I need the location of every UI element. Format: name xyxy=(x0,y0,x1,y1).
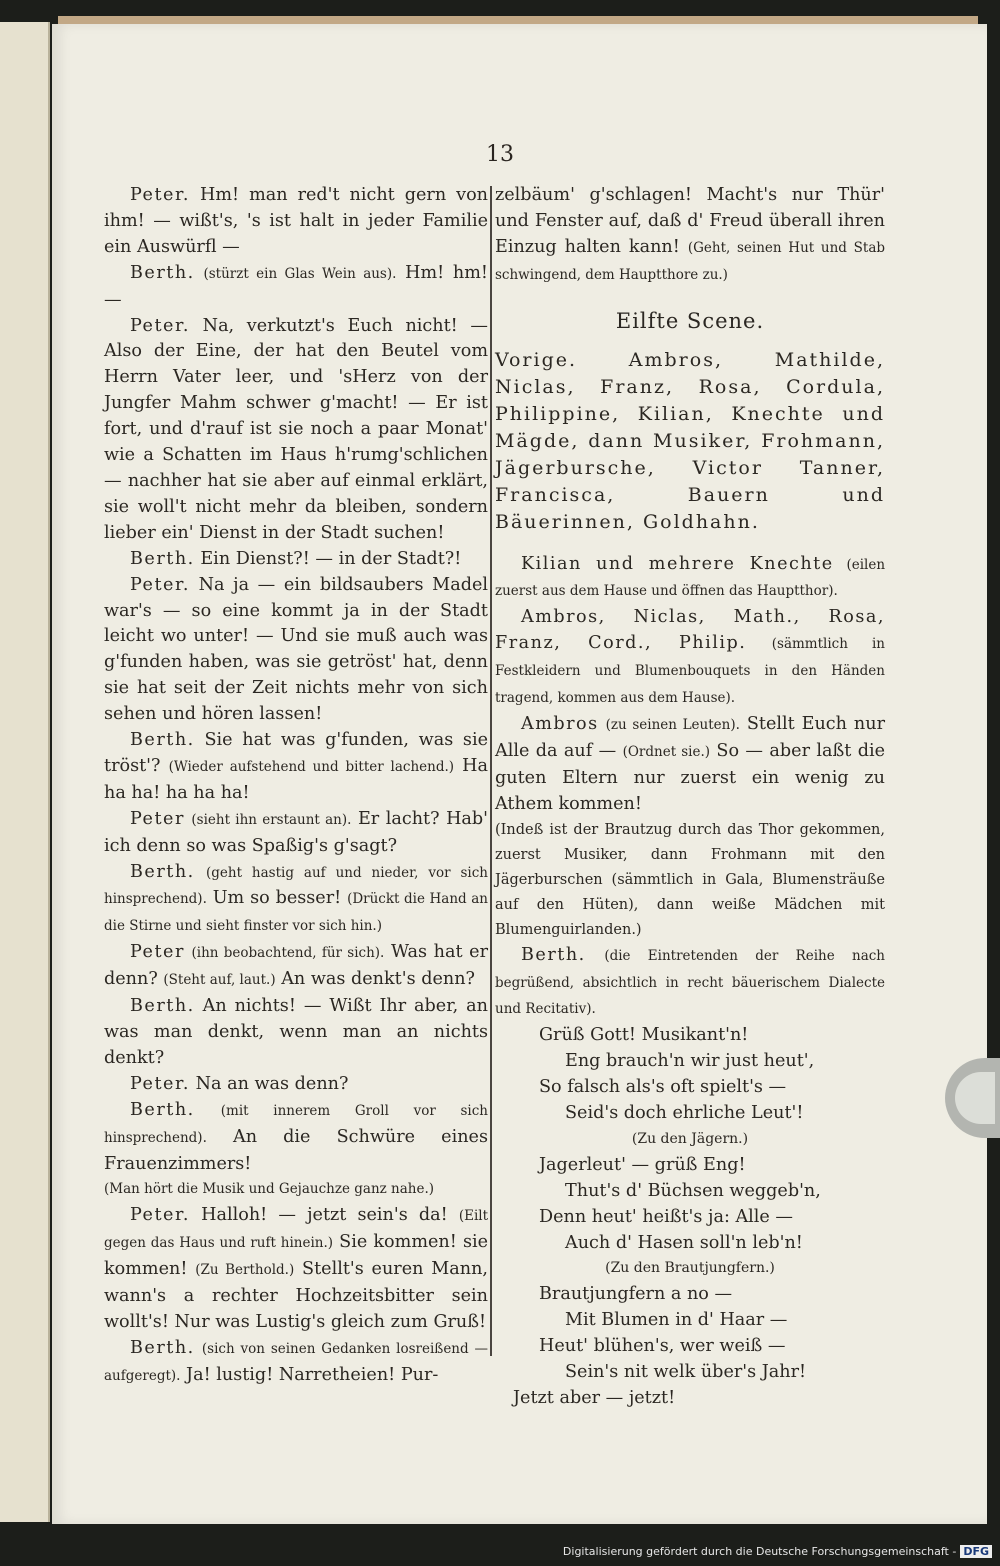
left-column xyxy=(104,183,488,1390)
verse-line: Heut' blühen's, wer weiß — xyxy=(539,1336,786,1357)
scene-heading: Eilfte Scene. xyxy=(615,308,765,333)
left-page-edge xyxy=(0,22,50,1522)
footer-credit xyxy=(563,1545,992,1558)
dialogue-line: Berth. (geht hastig auf und nieder, vor sich hinsprechend). Um so besser! (Drückt die Hand an die Stirne und sieht finster vor sich hin.) xyxy=(104,861,488,935)
dialogue-line: Berth. Sie hat was g'funden, was sie tröst'? (Wieder aufstehend und bitter lachend.) Ha ha ha! ha ha ha! xyxy=(104,730,489,803)
stage-direction: (Man hört die Musik und Gejauchze ganz nahe.) xyxy=(104,1181,435,1198)
dialogue-line: Ambros (zu seinen Leuten). Stellt Euch nur Alle da auf — (Ordnet sie.) So — aber laßt die guten Eltern nur zuerst ein wenig zu Athem kommen! xyxy=(495,713,886,814)
page-number: 13 xyxy=(486,142,514,167)
verse-line: Eng brauch'n wir just heut', xyxy=(565,1051,815,1072)
verse-line: Jagerleut' — grüß Eng! xyxy=(539,1154,746,1175)
dialogue-line: Berth. (sich von seinen Gedanken losreißend — aufgeregt). Ja! lustig! Narretheien! Pur- xyxy=(104,1337,488,1385)
verse-line: Thut's d' Büchsen weggeb'n, xyxy=(565,1180,821,1201)
verse-line: Grüß Gott! Musikant'n! xyxy=(539,1025,749,1046)
stage-direction: (Indeß ist der Brautzug durch das Thor gekommen, zuerst Musiker, dann Frohmann mit den Jägerburschen (sämmtlich in Gala, Blumensträuße auf den Hüten), dann weiße Mädchen mit Blumenguirlanden.) xyxy=(495,821,885,938)
dialogue-line: Peter. Halloh! — jetzt sein's da! (Eilt gegen das Haus und ruft hinein.) Sie kommen! sie kommen! (Zu Berthold.) Stellt's euren Mann, wann's a rechter Hochzeitsbitter sein wollt's! Nur was Lustig's gleich zum Gruß! xyxy=(104,1205,489,1332)
dialogue-line: Peter. Hm! man red't nicht gern von ihm! — wißt's, 's ist halt in jeder Familie ein Auswürfl — xyxy=(104,185,488,257)
verse-line: Auch d' Hasen soll'n leb'n! xyxy=(565,1232,803,1253)
dialogue-line: Berth. An nichts! — Wißt Ihr aber, an was man denkt, wenn man an nichts denkt? xyxy=(104,996,488,1068)
right-column xyxy=(495,183,885,1412)
dialogue-line: Peter. Na an was denn? xyxy=(130,1073,349,1094)
cast-list: Vorige. Ambros, Mathilde, Niclas, Franz, Rosa, Cordula, Philippine, Kilian, Knechte und Mägde, dann Musiker, Frohmann, Jägerbursche, Victor Tanner, Francisca, Bauern und Bäuerinnen, Goldhahn. xyxy=(495,348,885,533)
dialogue-line: Peter (ihn beobachtend, für sich). Was hat er denn? (Steht auf, laut.) An was denkt's denn? xyxy=(104,942,488,990)
verse-line: Mit Blumen in d' Haar — xyxy=(565,1310,788,1331)
dialogue-line: Peter. Na ja — ein bildsaubers Madel war's — so eine kommt ja in der Stadt leicht wo unter! — Und sie muß auch was g'funden haben, was sie getröst' hat, denn sie hat seit der Zeit nichts mehr von sich sehen und hören lassen! xyxy=(104,574,488,725)
dialogue-line: Peter. Na, verkutzt's Euch nicht! — Also der Eine, der hat den Beutel vom Herrn Vater leer, und 'sHerz von der Jungfer Mahm schwer g'macht! — Er ist fort, und d'rauf ist sie noch a paar Monat' wie a Schatten im Haus h'rumg'schlichen — nachher hat sie aber auf einmal erklärt, sie woll't nicht mehr da bleiben, sondern lieber ein' Dienst in der Stadt suchen! xyxy=(104,315,488,543)
verse-line: Sein's nit welk über's Jahr! xyxy=(565,1362,807,1383)
dialogue-line: Berth. (stürzt ein Glas Wein aus). Hm! hm! — xyxy=(104,262,489,310)
dialogue-continuation: zelbäum' g'schlagen! Macht's nur Thür' und Fenster auf, daß d' Freud überall ihren Einzug halten kann! (Geht, seinen Hut und Stab schwingend, dem Hauptthore zu.) xyxy=(495,185,886,283)
verse-line: So falsch als's oft spielt's — xyxy=(539,1077,787,1098)
verse-line: Jetzt aber — jetzt! xyxy=(513,1388,676,1408)
dfg-logo: DFG xyxy=(960,1545,992,1558)
dialogue-line: Berth. (die Eintretenden der Reihe nach begrüßend, absichtlich in recht bäuerischem Dialecte und Recitativ). xyxy=(495,944,886,1018)
dialogue-line: Berth. (mit innerem Groll vor sich hinsprechend). An die Schwüre eines Frauenzimmers! xyxy=(104,1099,488,1174)
column-divider xyxy=(490,186,492,1356)
footer-text: Digitalisierung gefördert durch die Deutsche Forschungsgemeinschaft - xyxy=(562,1545,957,1558)
dialogue-line: Berth. Ein Dienst?! — in der Stadt?! xyxy=(130,548,462,569)
verse-direction: (Zu den Brautjungfern.) xyxy=(605,1260,775,1277)
verse-direction: (Zu den Jägern.) xyxy=(631,1130,749,1147)
verse-line: Denn heut' heißt's ja: Alle — xyxy=(539,1206,794,1227)
dialogue-line: Peter (sieht ihn erstaunt an). Er lacht? Hab' ich denn so was Spaßig's g'sagt? xyxy=(104,808,489,856)
entry-direction: Kilian und mehrere Knechte (eilen zuerst aus dem Hause und öffnen das Hauptthor). xyxy=(495,553,886,600)
verse-line: Seid's doch ehrliche Leut'! xyxy=(565,1103,804,1124)
verse-block xyxy=(495,1023,885,1412)
verse-line: Brautjungfern a no — xyxy=(539,1284,733,1305)
entry-direction: Ambros, Niclas, Math., Rosa, Franz, Cord., Philip. (sämmtlich in Festkleidern und Blumenbouquets in den Händen tragend, kommen aus dem Hause). xyxy=(495,607,885,707)
